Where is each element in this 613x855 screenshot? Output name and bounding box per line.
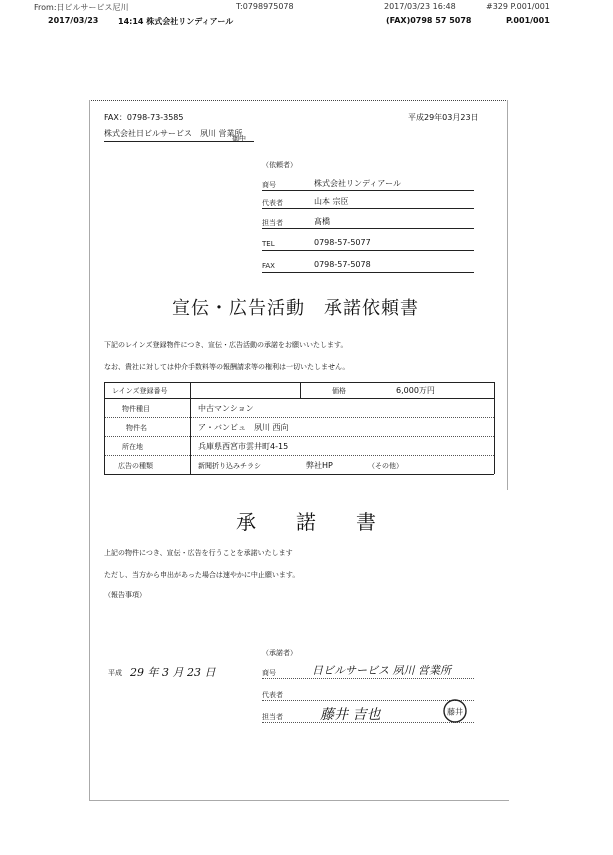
requester-label: （依頼者） (262, 161, 297, 169)
row5-label: 広告の種類 (118, 462, 153, 470)
doc-right-border (507, 100, 508, 490)
row5-value1: 新聞折り込みチラシ (198, 462, 261, 470)
consent-contact-label: 担当者 (262, 713, 283, 721)
row3-value: ア・バンビュ 夙川 西向 (198, 423, 289, 432)
row1-price-value: 6,000万円 (396, 386, 435, 395)
fax-header2-date: 2017/03/23 (48, 16, 99, 25)
row3-label: 物件名 (126, 424, 147, 432)
company-value: 株式会社リンディアール (314, 179, 401, 188)
fax-value: 0798-57-5078 (314, 260, 371, 269)
fax-header2-faxno: (FAX)0798 57 5078 (386, 16, 472, 25)
row5-value2: 弊社HP (306, 461, 333, 470)
consent-line-3: （報告事項） (104, 591, 146, 599)
seal-stamp (442, 698, 468, 724)
fax-header-received-page: #329 P.001/001 (486, 2, 550, 11)
doc-bottom-border (89, 800, 509, 801)
doc-top-border (89, 100, 508, 101)
row4-label: 所在地 (122, 443, 143, 451)
contact-underline (262, 228, 474, 229)
company-label: 商号 (262, 181, 276, 189)
doc-left-border (89, 100, 90, 800)
consent-company-underline (262, 678, 474, 679)
row1-price-label: 価格 (332, 387, 346, 395)
body-line-1: 下記のレインズ登録物件につき、宣伝・広告活動の承諾をお願いいたします。 (104, 341, 348, 349)
rep-value: 山本 宗臣 (314, 197, 349, 206)
company-underline (262, 190, 474, 191)
fax-label: FAX (262, 262, 275, 270)
row2-value: 中古マンション (198, 404, 254, 413)
body-line-2: なお、貴社に対しては仲介手数料等の報酬請求等の権利は一切いたしません。 (104, 363, 350, 371)
consent-line-2: ただし、当方から申出があった場合は速やかに中止願います。 (104, 571, 300, 579)
consent-title: 承 諾 書 (236, 510, 376, 534)
fax-underline (262, 272, 474, 273)
tel-underline (262, 250, 474, 251)
seal-text: 藤井 (447, 707, 463, 717)
row4-value: 兵庫県西宮市雲井町4-15 (198, 442, 289, 451)
contact-value: 髙橋 (314, 217, 330, 226)
fax-header-sender: From:日ビルサービス尼川 (34, 3, 129, 12)
recipient-underline (104, 141, 254, 142)
era-label: 平成 (108, 669, 122, 677)
recipient-suffix: 御中 (232, 135, 246, 143)
main-title: 宣伝・広告活動 承諾依頼書 (172, 298, 419, 319)
contact-label: 担当者 (262, 219, 283, 227)
recipient-name: 株式会社日ビルサービス 夙川 営業所 (104, 129, 243, 138)
consent-company-value: 日ビルサービス 夙川 営業所 (312, 664, 451, 677)
row5-value3: （その他） (368, 462, 403, 470)
doc-date: 平成29年03月23日 (408, 113, 479, 122)
row1-label: レインズ登録番号 (112, 387, 168, 395)
consent-line-1: 上記の物件につき、宣伝・広告を行うことを承諾いたします (104, 549, 293, 557)
consent-company-label: 商号 (262, 669, 276, 677)
tel-label: TEL (262, 240, 275, 248)
row2-label: 物件種目 (122, 405, 150, 413)
handwritten-date: 29 年 3 月 23 日 (130, 666, 216, 679)
fax-header2-page: P.001/001 (506, 16, 550, 25)
consent-contact-signature: 藤井 吉也 (320, 707, 381, 723)
fax-header2-sender: 14:14 株式会社リンディアール (118, 17, 234, 26)
rep-label: 代表者 (262, 199, 283, 207)
consent-rep-label: 代表者 (262, 691, 283, 699)
sender-fax: FAX：0798-73-3585 (104, 113, 184, 122)
rep-underline (262, 208, 474, 209)
fax-header-number: T:0798975078 (236, 2, 294, 11)
fax-header-received-date: 2017/03/23 16:48 (384, 2, 456, 11)
consent-party-label: （承諾者） (262, 649, 297, 657)
tel-value: 0798-57-5077 (314, 238, 371, 247)
